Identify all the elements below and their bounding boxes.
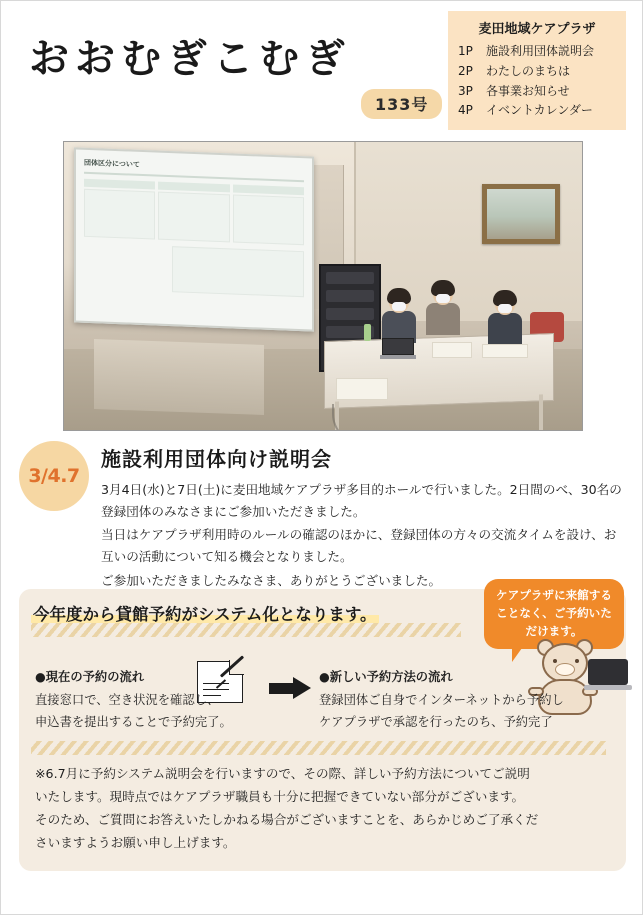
article-paragraph: 当日はケアプラザ利用時のルールの確認のほかに、登録団体の方々の交流タイムを設け、お互いの活動について知る機会となりました。 (101, 527, 617, 564)
toc-item-label: 各事業お知らせ (486, 83, 570, 98)
documents (482, 344, 528, 358)
slide-column (233, 184, 304, 245)
staff-person (426, 284, 460, 336)
current-flow (35, 667, 285, 734)
toc-item-label: イベントカレンダー (486, 103, 593, 118)
photo-scene (64, 142, 582, 430)
new-flow-heading: ●新しい予約方法の流れ (319, 670, 453, 684)
wall-painting (482, 184, 560, 244)
page-header (1, 1, 643, 133)
article-paragraph: 3月4日(水)と7日(土)に麦田地域ケアプラザ多目的ホールで行いました。2日間のべ、30名の登録団体のみなさまにご参加いただきました。 (101, 482, 622, 519)
current-flow-line: 直接窓口で、空き状況を確認し、 (35, 692, 220, 707)
article-body (101, 479, 623, 593)
footnote-line: そのため、ご質問にお答えいたしかねる場合がございますことを、あらかじめご了承くだ (35, 811, 539, 827)
current-flow-line: 申込書を提出することで予約完了。 (35, 714, 232, 729)
current-flow-heading: ●現在の予約の流れ (35, 670, 145, 684)
toc-item-label: わたしのまちは (486, 63, 571, 78)
slide-table (84, 179, 304, 245)
footnote-line: ※6.7月に予約システム説明会を行いますので、その際、詳しい予約方法についてご説明 (35, 766, 530, 781)
toc-item (458, 101, 616, 121)
footnote (35, 763, 605, 855)
article-title: 施設利用団体向け説明会 (101, 447, 332, 471)
toc-item-page: 1P (458, 44, 473, 58)
slide-title: 団体区分について (84, 158, 140, 169)
bottle (364, 324, 371, 341)
projection-screen (74, 147, 314, 331)
article-paragraph: ご参加いただきましたみなさま、ありがとうございました。 (101, 572, 442, 588)
masthead (29, 27, 449, 84)
laptop (382, 338, 416, 360)
new-flow-line: ケアプラザで承認を行ったのち、予約完了 (319, 714, 553, 729)
painting-canvas (487, 189, 555, 239)
footnote-line: さいますようお願い申し上げます。 (35, 834, 236, 850)
toc-item (458, 42, 616, 62)
slide-column (158, 182, 229, 243)
staff-person (488, 294, 522, 346)
band-heading: 今年度から貸館予約がシステム化となります。 (31, 601, 379, 625)
documents (336, 378, 388, 400)
slide-note-box (172, 246, 304, 297)
documents (432, 342, 472, 358)
screen-stand (94, 339, 264, 415)
table-of-contents (448, 11, 626, 130)
decorative-hatch (31, 623, 461, 637)
toc-item-label: 施設利用団体説明会 (486, 44, 595, 58)
footnote-line: いたします。現時点ではケアプラザ職員も十分に把握できていない部分がございます。 (35, 788, 525, 804)
masthead-title: おおむぎこむぎ (29, 36, 351, 82)
new-flow (319, 667, 599, 734)
decorative-hatch (31, 741, 606, 755)
toc-item-page: 4P (458, 103, 473, 118)
toc-item (458, 62, 616, 82)
toc-item-page: 3P (458, 83, 473, 98)
event-photo (63, 141, 583, 431)
issue-number-badge: 133号 (361, 89, 442, 119)
slide-column (84, 179, 155, 240)
new-flow-line: 登録団体ご自身でインターネットから予約し (319, 692, 564, 707)
staff-person (382, 292, 416, 344)
toc-title: 麦田地域ケアプラザ (478, 22, 596, 37)
event-date-badge: 3/4.7 (19, 441, 89, 511)
floor-cables (332, 404, 452, 431)
toc-item (458, 82, 616, 102)
toc-item-page: 2P (458, 63, 473, 78)
speech-bubble: ケアプラザに来館することなく、ご予約いただけます。 (484, 579, 624, 649)
